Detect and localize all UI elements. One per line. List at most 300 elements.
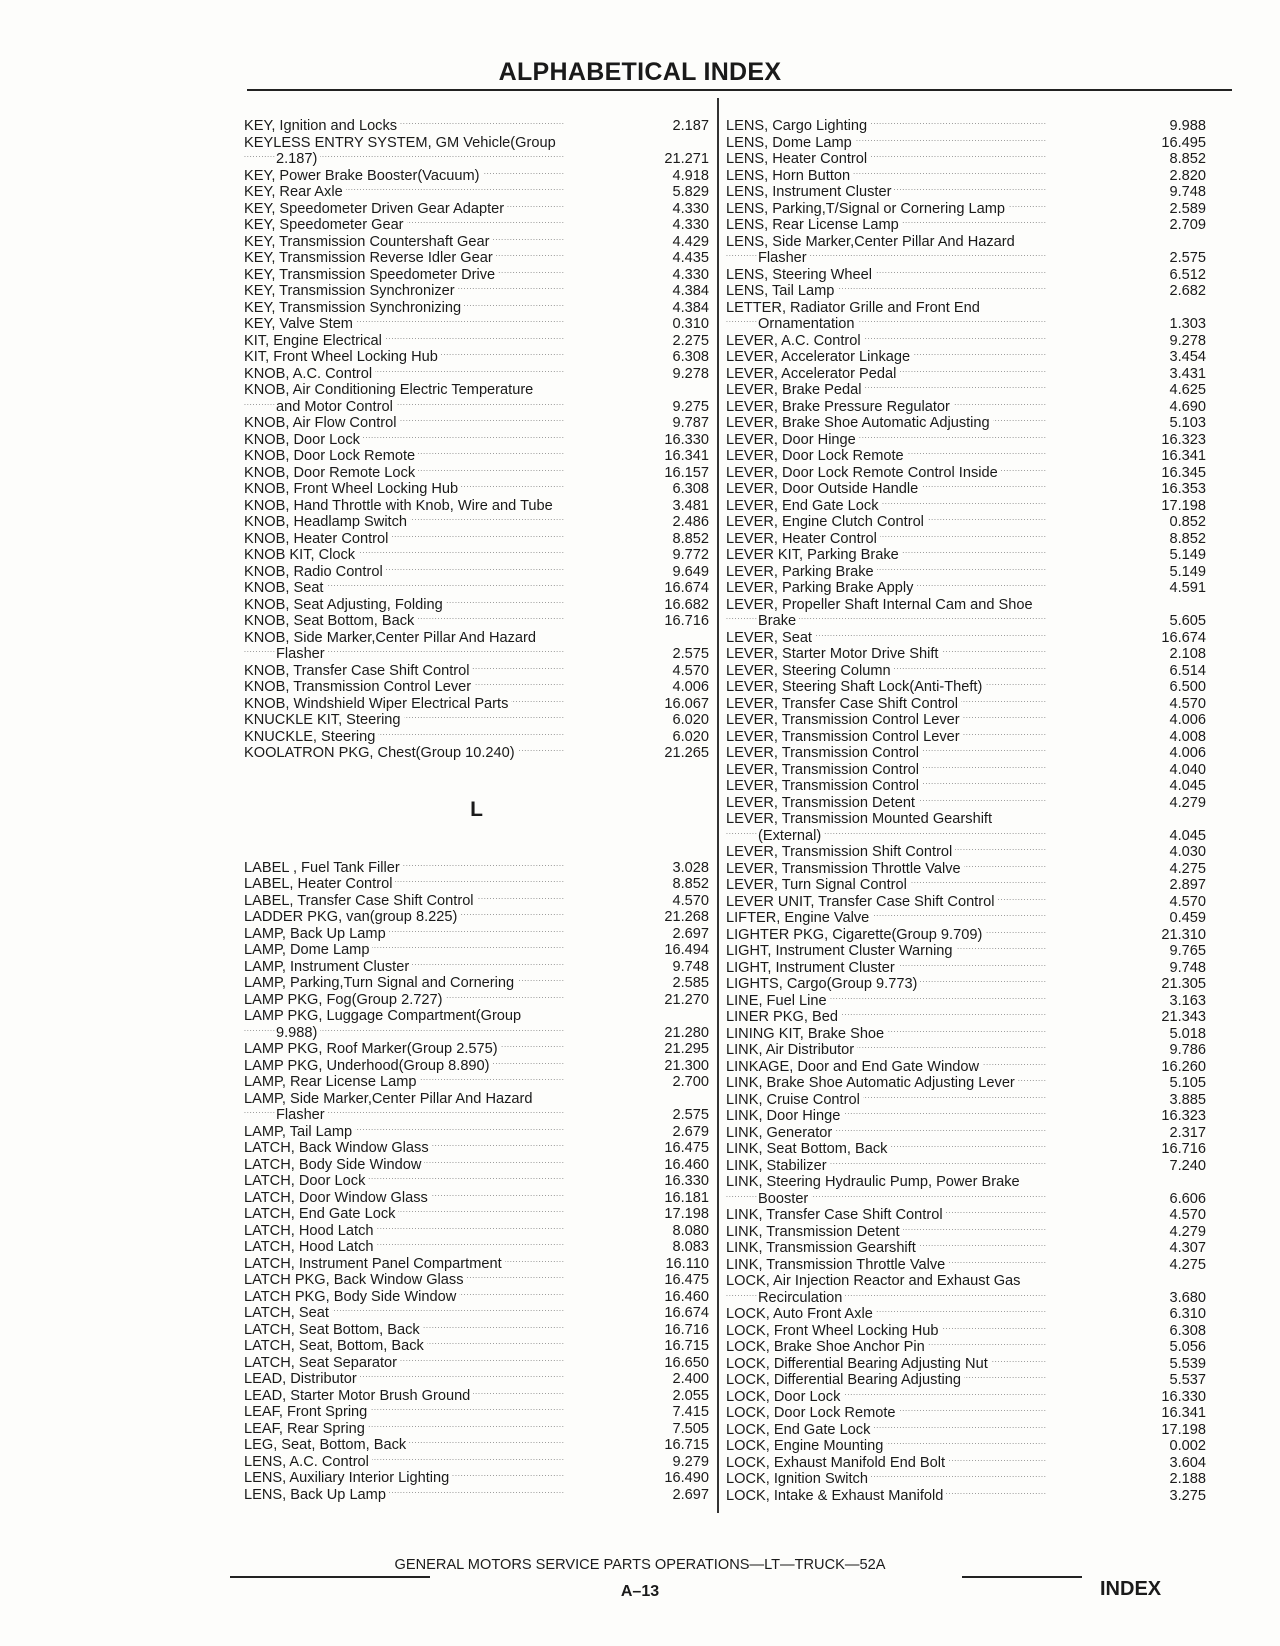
entry-page-ref: 2.820 (1169, 167, 1206, 184)
entry-page-ref: 2.275 (672, 332, 709, 349)
index-entry (726, 778, 1206, 795)
entry-label: LEVER, Starter Motor Drive Shift (726, 646, 942, 662)
title-rule (247, 89, 1232, 91)
index-entry (244, 646, 709, 663)
entry-text-wrap (726, 564, 1124, 581)
entry-text-wrap (244, 959, 635, 976)
entry-page-ref: 6.500 (1169, 679, 1206, 695)
entry-label: KNOB, Headlamp Switch (244, 514, 410, 530)
entry-page-ref: 21.300 (664, 1057, 709, 1074)
entry-label: KNOB, Windshield Wiper Electrical Parts (244, 696, 511, 712)
entry-page-ref: 16.330 (664, 431, 709, 448)
index-entry (244, 465, 709, 482)
index-entry (726, 1207, 1206, 1224)
entry-label: KEY, Transmission Synchronizing (244, 300, 464, 316)
entry-text-wrap (726, 1075, 1124, 1092)
entry-text-wrap (726, 696, 1124, 713)
entry-label: LOCK, Exhaust Manifold End Bolt (726, 1455, 948, 1471)
entry-text-wrap (244, 547, 635, 564)
entry-text-wrap (726, 465, 1124, 482)
entry-page-ref: 16.674 (664, 580, 709, 596)
entry-label: KNOB, Seat Bottom, Back (244, 613, 417, 629)
entry-label: LEVER, Door Lock Remote (726, 448, 907, 464)
entry-page-ref: 16.157 (664, 464, 709, 481)
entry-label: Flasher (276, 646, 328, 662)
index-entry (244, 1421, 709, 1438)
entry-text-wrap (244, 1404, 635, 1421)
entry-page-ref: 9.275 (672, 398, 709, 415)
index-entry (244, 1124, 709, 1141)
entry-text-wrap (726, 118, 1124, 135)
entry-label: LEVER, Turn Signal Control (726, 877, 910, 893)
index-entry (726, 1257, 1206, 1274)
index-entry (244, 168, 709, 185)
footer-rule-right (962, 1576, 1082, 1578)
entry-page-ref: 4.570 (1169, 695, 1206, 712)
entry-page-ref: 9.988 (1169, 118, 1206, 134)
entry-label: LEVER, Heater Control (726, 531, 880, 547)
entry-page-ref: 16.674 (664, 1305, 709, 1321)
entry-text-wrap (244, 564, 635, 581)
entry-page-ref: 0.459 (1169, 910, 1206, 926)
entry-text-wrap (726, 1372, 1124, 1389)
entry-label: LATCH, Hood Latch (244, 1223, 377, 1239)
index-entry (726, 844, 1206, 861)
entry-text-wrap (244, 1206, 635, 1223)
entry-label: KNOB, Door Lock (244, 432, 363, 448)
entry-label: LAMP PKG, Underhood(Group 8.890) (244, 1058, 493, 1074)
index-entry (244, 975, 709, 992)
entry-label: LENS, Heater Control (726, 151, 870, 167)
entry-label: LABEL, Heater Control (244, 876, 395, 892)
entry-label: LEVER, Door Hinge (726, 432, 859, 448)
entry-label: KEY, Valve Stem (244, 316, 356, 332)
entry-text-wrap (726, 1026, 1124, 1043)
entry-label: LENS, Back Up Lamp (244, 1487, 389, 1503)
index-entry (726, 1240, 1206, 1257)
index-entry (244, 481, 709, 498)
entry-text-wrap (726, 877, 1124, 894)
entry-label: LEAF, Front Spring (244, 1404, 370, 1420)
entry-label: LINK, Transmission Detent (726, 1224, 903, 1240)
index-entry (244, 151, 709, 168)
entry-page-ref: 16.110 (665, 1255, 709, 1272)
index-entry (244, 118, 709, 135)
entry-label: LEVER, Accelerator Linkage (726, 349, 913, 365)
entry-text-wrap (244, 1338, 635, 1355)
index-entry (244, 1107, 709, 1124)
entry-label: LINK, Seat Bottom, Back (726, 1141, 890, 1157)
entry-label: KNOB, Hand Throttle with Knob, Wire and Tube (244, 498, 556, 514)
entry-page-ref: 7.240 (1169, 1157, 1206, 1174)
section-letter-l: L (470, 798, 483, 822)
entry-text-wrap (726, 811, 1124, 828)
entry-label: LATCH, Seat (244, 1305, 332, 1321)
entry-text-wrap (244, 992, 635, 1009)
entry-text-wrap (244, 942, 635, 959)
entry-text-wrap (726, 613, 1124, 630)
entry-page-ref: 2.709 (1169, 217, 1206, 233)
index-entry (244, 1239, 709, 1256)
entry-page-ref: 2.697 (672, 925, 709, 942)
index-entry (726, 1290, 1206, 1307)
entry-label: LENS, Tail Lamp (726, 283, 837, 299)
index-entry (726, 696, 1206, 713)
entry-label: LATCH, Seat Bottom, Back (244, 1322, 423, 1338)
entry-label: KOOLATRON PKG, Chest(Group 10.240) (244, 745, 518, 761)
entry-text-wrap (726, 366, 1124, 383)
entry-text-wrap (244, 366, 635, 383)
right-column (726, 118, 1206, 1504)
index-entry (726, 1372, 1206, 1389)
entry-label: LATCH, Hood Latch (244, 1239, 377, 1255)
entry-text-wrap (244, 1157, 635, 1174)
entry-label: LENS, Parking,T/Signal or Cornering Lamp (726, 201, 1008, 217)
entry-label: LEVER, Brake Shoe Automatic Adjusting (726, 415, 993, 431)
entry-page-ref: 16.330 (1161, 1388, 1206, 1405)
entry-label: LINK, Stabilizer (726, 1158, 830, 1174)
entry-page-ref: 16.682 (664, 596, 709, 613)
index-entry (244, 909, 709, 926)
entry-page-ref: 2.317 (1169, 1124, 1206, 1141)
index-entry (244, 1190, 709, 1207)
entry-page-ref: 16.330 (664, 1173, 709, 1189)
entry-page-ref: 2.575 (1169, 250, 1206, 266)
entry-page-ref: 9.748 (672, 958, 709, 975)
index-entry (244, 399, 709, 416)
entry-text-wrap (244, 1454, 635, 1471)
entry-label: LADDER PKG, van(group 8.225) (244, 909, 460, 925)
entry-label: KEY, Speedometer Gear (244, 217, 407, 233)
entry-page-ref: 16.341 (1161, 448, 1206, 464)
entry-text-wrap (244, 860, 635, 877)
entry-text-wrap (244, 1256, 635, 1273)
entry-label: KNOB, Heater Control (244, 531, 391, 547)
entry-label: LABEL , Fuel Tank Filler (244, 860, 403, 876)
entry-label: LAMP, Rear License Lamp (244, 1074, 420, 1090)
entry-text-wrap (244, 217, 635, 234)
index-entry (726, 415, 1206, 432)
entry-page-ref: 2.055 (672, 1387, 709, 1404)
entry-label: LEVER, Transmission Control Lever (726, 712, 963, 728)
entry-text-wrap (726, 1108, 1124, 1125)
index-entry (726, 1438, 1206, 1455)
entry-label: LINER PKG, Bed (726, 1009, 841, 1025)
index-entry (726, 399, 1206, 416)
entry-text-wrap (244, 679, 635, 696)
entry-label: LAMP PKG, Roof Marker(Group 2.575) (244, 1041, 501, 1057)
entry-page-ref: 6.308 (672, 481, 709, 497)
index-entry (726, 448, 1206, 465)
index-entry (244, 184, 709, 201)
entry-label: KEY, Transmission Speedometer Drive (244, 267, 498, 283)
index-entry (726, 300, 1206, 317)
entry-page-ref: 4.006 (672, 679, 709, 695)
index-entry (726, 432, 1206, 449)
entry-text-wrap (244, 1421, 635, 1438)
entry-page-ref: 7.505 (672, 1420, 709, 1437)
entry-text-wrap (244, 234, 635, 251)
entry-label: (External) (758, 828, 824, 844)
entry-label: KEY, Rear Axle (244, 184, 346, 200)
entry-label: LENS, Side Marker,Center Pillar And Hazard (726, 234, 1018, 250)
entry-page-ref: 21.271 (664, 151, 709, 167)
entry-page-ref: 2.697 (672, 1486, 709, 1503)
footer-publisher: GENERAL MOTORS SERVICE PARTS OPERATIONS—LT—TRUCK—52A (394, 1557, 886, 1573)
entry-page-ref: 16.490 (664, 1470, 709, 1486)
entry-label: LIGHTS, Cargo(Group 9.773) (726, 976, 920, 992)
entry-page-ref: 2.682 (1169, 283, 1206, 299)
entry-text-wrap (726, 828, 1124, 845)
index-entry (244, 564, 709, 581)
entry-page-ref: 16.716 (664, 1321, 709, 1338)
entry-text-wrap (244, 316, 635, 333)
index-entry (244, 1454, 709, 1471)
index-entry (726, 861, 1206, 878)
entry-label: LINK, Transmission Gearshift (726, 1240, 919, 1256)
index-entry (244, 1388, 709, 1405)
index-entry (726, 1108, 1206, 1125)
entry-text-wrap (244, 1008, 635, 1025)
entry-text-wrap (244, 630, 635, 647)
index-entry (726, 547, 1206, 564)
entry-page-ref: 5.018 (1169, 1025, 1206, 1042)
entry-text-wrap (726, 432, 1124, 449)
index-entry (726, 795, 1206, 812)
entry-label: KNOB KIT, Clock (244, 547, 358, 563)
entry-label: KEYLESS ENTRY SYSTEM, GM Vehicle(Group (244, 135, 559, 151)
entry-text-wrap (726, 349, 1124, 366)
entry-label: LEVER, Transfer Case Shift Control (726, 696, 961, 712)
index-entry (244, 1404, 709, 1421)
index-entry (726, 927, 1206, 944)
entry-page-ref: 17.198 (1161, 497, 1206, 514)
entry-page-ref: 3.028 (672, 859, 709, 876)
index-entry (726, 1125, 1206, 1142)
entry-page-ref: 2.400 (672, 1371, 709, 1387)
index-entry (244, 712, 709, 729)
entry-label: LAMP, Tail Lamp (244, 1124, 355, 1140)
entry-label: LEVER, Door Outside Handle (726, 481, 921, 497)
entry-page-ref: 2.108 (1169, 646, 1206, 662)
entry-page-ref: 16.341 (1161, 1405, 1206, 1421)
entry-text-wrap (244, 250, 635, 267)
entry-text-wrap (244, 926, 635, 943)
index-entry (726, 498, 1206, 515)
entry-label: LIGHTER PKG, Cigarette(Group 9.709) (726, 927, 985, 943)
entry-label: LAMP PKG, Luggage Compartment(Group (244, 1008, 524, 1024)
entry-text-wrap (726, 1438, 1124, 1455)
entry-page-ref: 4.279 (1169, 794, 1206, 811)
entry-page-ref: 4.570 (1169, 893, 1206, 910)
index-entry (726, 1356, 1206, 1373)
entry-page-ref: 4.591 (1169, 580, 1206, 596)
entry-text-wrap (244, 1355, 635, 1372)
entry-page-ref: 2.575 (672, 646, 709, 662)
entry-label: LAMP PKG, Fog(Group 2.727) (244, 992, 445, 1008)
index-list-right (726, 118, 1206, 1504)
entry-page-ref: 4.040 (1169, 761, 1206, 778)
entry-text-wrap (244, 498, 635, 515)
entry-page-ref: 16.475 (664, 1140, 709, 1156)
entry-page-ref: 21.280 (664, 1024, 709, 1041)
entry-label: LENS, A.C. Control (244, 1454, 372, 1470)
entry-label: KNOB, Air Conditioning Electric Temperature (244, 382, 536, 398)
entry-page-ref: 4.918 (672, 167, 709, 184)
entry-page-ref: 9.772 (672, 547, 709, 563)
entry-text-wrap (726, 1471, 1124, 1488)
index-entry (726, 580, 1206, 597)
entry-label: LINK, Transfer Case Shift Control (726, 1207, 946, 1223)
index-entry (726, 1471, 1206, 1488)
index-entry (726, 1224, 1206, 1241)
entry-label: KNOB, Seat Adjusting, Folding (244, 597, 446, 613)
index-entry (244, 300, 709, 317)
entry-page-ref: 16.494 (664, 942, 709, 958)
index-list-k (244, 118, 709, 762)
entry-text-wrap (244, 415, 635, 432)
entry-text-wrap (726, 1207, 1124, 1224)
index-entry (244, 1487, 709, 1504)
entry-page-ref: 3.454 (1169, 349, 1206, 365)
entry-label: LINK, Steering Hydraulic Pump, Power Brake (726, 1174, 1023, 1190)
entry-page-ref: 16.260 (1161, 1058, 1206, 1075)
index-entry (244, 597, 709, 614)
entry-page-ref: 4.570 (1169, 1207, 1206, 1223)
entry-label: KEY, Transmission Countershaft Gear (244, 234, 493, 250)
entry-label: LOCK, Differential Bearing Adjusting (726, 1372, 964, 1388)
entry-label: LEVER, Seat (726, 630, 815, 646)
entry-text-wrap (244, 333, 635, 350)
index-entry (726, 1405, 1206, 1422)
entry-page-ref: 9.786 (1169, 1042, 1206, 1058)
entry-text-wrap (726, 267, 1124, 284)
entry-text-wrap (244, 151, 635, 168)
entry-label: LEVER, Parking Brake Apply (726, 580, 916, 596)
entry-page-ref: 3.885 (1169, 1091, 1206, 1108)
index-entry (726, 118, 1206, 135)
index-entry (244, 1322, 709, 1339)
index-entry (244, 1206, 709, 1223)
entry-page-ref: 8.852 (1169, 151, 1206, 167)
entry-text-wrap (726, 1422, 1124, 1439)
index-entry (244, 745, 709, 762)
index-entry (244, 1338, 709, 1355)
entry-page-ref: 6.514 (1169, 662, 1206, 679)
index-entry (244, 514, 709, 531)
entry-page-ref: 16.181 (664, 1189, 709, 1206)
index-entry (726, 481, 1206, 498)
entry-text-wrap (726, 679, 1124, 696)
left-column (244, 118, 709, 1503)
entry-text-wrap (244, 1239, 635, 1256)
entry-label: KIT, Front Wheel Locking Hub (244, 349, 441, 365)
entry-page-ref: 4.030 (1169, 844, 1206, 860)
entry-text-wrap (244, 893, 635, 910)
entry-page-ref: 4.330 (672, 217, 709, 233)
entry-page-ref: 4.384 (672, 299, 709, 316)
entry-page-ref: 2.188 (1169, 1471, 1206, 1487)
entry-page-ref: 6.020 (672, 712, 709, 728)
entry-text-wrap (726, 745, 1124, 762)
entry-label: Flasher (758, 250, 810, 266)
entry-page-ref: 1.303 (1169, 316, 1206, 332)
entry-label: LOCK, Ignition Switch (726, 1471, 871, 1487)
index-entry (244, 1157, 709, 1174)
entry-label: LEVER UNIT, Transfer Case Shift Control (726, 894, 997, 910)
index-entry (726, 366, 1206, 383)
entry-text-wrap (244, 1322, 635, 1339)
index-entry (726, 1009, 1206, 1026)
entry-text-wrap (726, 184, 1124, 201)
index-entry (726, 729, 1206, 746)
index-entry (726, 745, 1206, 762)
entry-page-ref: 2.700 (672, 1074, 709, 1090)
entry-page-ref: 8.080 (672, 1222, 709, 1239)
entry-text-wrap (726, 316, 1124, 333)
entry-label: LATCH, Door Window Glass (244, 1190, 431, 1206)
entry-label: LATCH PKG, Back Window Glass (244, 1272, 467, 1288)
entry-text-wrap (244, 1437, 635, 1454)
entry-text-wrap (726, 1455, 1124, 1472)
entry-text-wrap (726, 217, 1124, 234)
entry-label: LENS, Auxiliary Interior Lighting (244, 1470, 452, 1486)
entry-page-ref: 5.105 (1169, 1075, 1206, 1091)
entry-page-ref: 9.279 (672, 1453, 709, 1470)
entry-label: KNUCKLE KIT, Steering (244, 712, 404, 728)
index-entry (726, 613, 1206, 630)
entry-page-ref: 4.570 (672, 892, 709, 909)
index-entry (726, 168, 1206, 185)
entry-label: LAMP, Parking,Turn Signal and Cornering (244, 975, 517, 991)
entry-text-wrap (726, 250, 1124, 267)
index-entry (244, 1371, 709, 1388)
entry-text-wrap (726, 646, 1124, 663)
index-entry (244, 366, 709, 383)
entry-text-wrap (244, 1223, 635, 1240)
entry-label: 9.988) (276, 1025, 320, 1041)
entry-text-wrap (726, 547, 1124, 564)
entry-page-ref: 6.308 (1169, 1322, 1206, 1339)
entry-label: LEVER, Transmission Throttle Valve (726, 861, 964, 877)
entry-page-ref: 16.353 (1161, 481, 1206, 497)
index-entry (726, 316, 1206, 333)
entry-text-wrap (726, 1389, 1124, 1406)
entry-text-wrap (726, 415, 1124, 432)
index-entry (726, 1306, 1206, 1323)
entry-text-wrap (244, 663, 635, 680)
entry-text-wrap (726, 663, 1124, 680)
entry-label: KEY, Ignition and Locks (244, 118, 400, 134)
entry-text-wrap (726, 1059, 1124, 1076)
entry-label: LEVER, Parking Brake (726, 564, 877, 580)
index-entry (726, 333, 1206, 350)
entry-text-wrap (726, 382, 1124, 399)
entry-text-wrap (726, 1257, 1124, 1274)
entry-label: KNOB, A.C. Control (244, 366, 375, 382)
entry-label: LETTER, Radiator Grille and Front End (726, 300, 983, 316)
entry-page-ref: 16.674 (1161, 629, 1206, 646)
entry-label: LEAD, Distributor (244, 1371, 360, 1387)
entry-label: LAMP, Dome Lamp (244, 942, 372, 958)
entry-label: KNUCKLE, Steering (244, 729, 378, 745)
entry-text-wrap (244, 1388, 635, 1405)
index-entry (244, 1305, 709, 1322)
entry-page-ref: 4.330 (672, 266, 709, 283)
entry-page-ref: 8.083 (672, 1239, 709, 1255)
entry-text-wrap (244, 1107, 635, 1124)
index-entry (726, 1141, 1206, 1158)
